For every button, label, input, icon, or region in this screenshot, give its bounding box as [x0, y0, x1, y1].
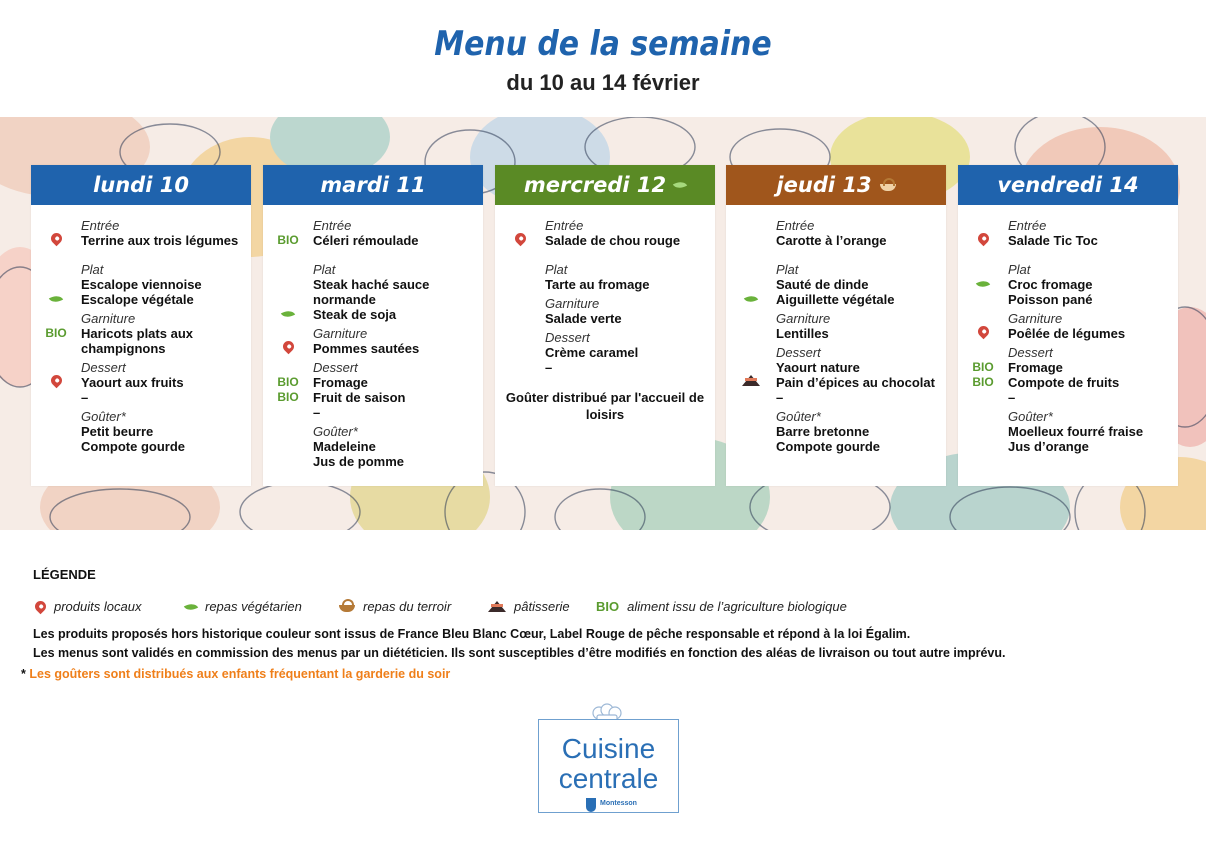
- footnote-text: Les goûters sont distribués aux enfants fréquentant la garderie du soir: [29, 667, 451, 681]
- dish-label: Lentilles: [776, 326, 829, 341]
- dish-label: Barre bretonne: [776, 424, 870, 439]
- dish-label: Yaourt nature: [776, 360, 860, 375]
- day-name: vendredi 14: [997, 173, 1139, 197]
- dish-label: –: [81, 390, 89, 405]
- menu-category: Entrée: [776, 218, 815, 233]
- legend-terroir: [339, 599, 451, 614]
- dish-label: Pain d’épices au chocolat: [776, 375, 935, 390]
- menu-dish: [31, 439, 251, 454]
- note-line-2: Les menus sont validés en commission des menus par un diététicien. Ils sont susceptibles d’être modifiés en fonction des aléas de livraison ou tout autre imprévu.: [33, 646, 1006, 660]
- cake-icon: [734, 375, 768, 390]
- menu-section: [263, 360, 483, 420]
- menu-dish: [263, 307, 483, 322]
- day-card: [958, 165, 1178, 486]
- dish-label: Tarte au fromage: [545, 277, 650, 292]
- day-body: [726, 205, 946, 454]
- menu-category: Garniture: [545, 296, 600, 311]
- dish-label: Croc fromage: [1008, 277, 1093, 292]
- menu-category: Plat: [313, 262, 336, 277]
- menu-category: Plat: [81, 262, 104, 277]
- menu-category: Garniture: [313, 326, 368, 341]
- menu-dish: [263, 375, 483, 390]
- page-title: Menu de la semaine: [434, 24, 772, 64]
- menu-section: [958, 218, 1178, 248]
- day-header: [726, 165, 946, 205]
- dish-label: Escalope viennoise: [81, 277, 202, 292]
- menu-category: Garniture: [1008, 311, 1063, 326]
- leaf-icon: [184, 600, 198, 613]
- bio-tag: BIO: [45, 326, 67, 340]
- menu-category: Entrée: [81, 218, 120, 233]
- menu-section: [31, 218, 251, 248]
- menu-section: [31, 409, 251, 454]
- dish-label: Poisson pané: [1008, 292, 1093, 307]
- menu-dish: [958, 326, 1178, 341]
- dish-label: Salade verte: [545, 311, 622, 326]
- menu-section: [263, 262, 483, 322]
- pin-icon: [966, 233, 1000, 248]
- dish-label: Sauté de dinde: [776, 277, 869, 292]
- menu-section: [31, 311, 251, 356]
- menu-section: [495, 296, 715, 326]
- menu-dish: [495, 311, 715, 326]
- menu-dish: [263, 233, 483, 248]
- menu-category: Dessert: [776, 345, 821, 360]
- dish-label: Fromage: [313, 375, 368, 390]
- bio-tag: BIO: [277, 375, 299, 389]
- menu-category: Dessert: [313, 360, 358, 375]
- pin-icon: [271, 341, 305, 356]
- day-header: [495, 165, 715, 205]
- menu-dish: [726, 326, 946, 341]
- menu-category: Dessert: [545, 330, 590, 345]
- day-card: [31, 165, 251, 486]
- bio-tag: BIO: [277, 233, 299, 247]
- dish-label: –: [313, 405, 321, 420]
- menu-section: [958, 345, 1178, 405]
- menu-category: Goûter*: [313, 424, 358, 439]
- day-header: [263, 165, 483, 205]
- dish-label: Moelleux fourré fraise: [1008, 424, 1144, 439]
- day-body: [31, 205, 251, 454]
- legend-bio: [596, 599, 847, 614]
- menu-dish: [31, 375, 251, 390]
- menu-dish: [726, 424, 946, 439]
- pin-icon: [33, 599, 49, 615]
- menu-section: [958, 409, 1178, 454]
- menu-dish: [495, 233, 715, 248]
- menu-dish: [958, 439, 1178, 454]
- menu-section: [726, 262, 946, 307]
- menu-section: [726, 345, 946, 405]
- dish-label: Poêlée de légumes: [1008, 326, 1126, 341]
- menu-section: [31, 360, 251, 405]
- basket-icon: [880, 184, 896, 191]
- menu-section: [495, 330, 715, 375]
- menu-category: Entrée: [545, 218, 584, 233]
- footnote: [21, 667, 450, 681]
- dish-label: Compote de fruits: [1008, 375, 1120, 390]
- bio-tag: BIO: [972, 360, 994, 374]
- menu-category: Plat: [1008, 262, 1031, 277]
- menu-dish: [31, 424, 251, 439]
- menu-section: [263, 424, 483, 469]
- dish-label: Steak haché sauce normande: [313, 277, 430, 307]
- menu-dish: [495, 277, 715, 292]
- dish-label: Crème caramel: [545, 345, 639, 360]
- dish-label: Fruit de saison: [313, 390, 406, 405]
- legend-bio-label: aliment issu de l’agriculture biologique: [627, 599, 847, 614]
- menu-dish: [958, 390, 1178, 405]
- menu-dish: [958, 292, 1178, 307]
- menu-dish: [958, 360, 1178, 375]
- day-header: [31, 165, 251, 205]
- menu-category: Dessert: [1008, 345, 1053, 360]
- menu-dish: [726, 292, 946, 307]
- menu-dish: [958, 233, 1178, 248]
- menu-dish: [263, 454, 483, 469]
- day-name: jeudi 13: [776, 173, 872, 197]
- dish-label: Yaourt aux fruits: [81, 375, 184, 390]
- menu-dish: [495, 360, 715, 375]
- dish-label: Compote gourde: [776, 439, 880, 454]
- menu-section: [726, 218, 946, 248]
- menu-section: [495, 262, 715, 292]
- day-card: [726, 165, 946, 486]
- crest-icon: [586, 798, 596, 812]
- menu-dish: [263, 390, 483, 405]
- menu-section: [263, 218, 483, 248]
- dish-label: Pommes sautées: [313, 341, 420, 356]
- logo-line-1: Cuisine: [561, 733, 656, 764]
- dish-label: Jus de pomme: [313, 454, 405, 469]
- footnote-star: *: [21, 667, 26, 681]
- menu-dish: [958, 424, 1178, 439]
- leaf-icon: [39, 292, 73, 307]
- bio-tag: BIO: [596, 599, 620, 614]
- cuisine-centrale-logo: [538, 719, 679, 813]
- cake-icon: [488, 601, 506, 612]
- legend-vegetarian: [185, 599, 302, 614]
- dish-label: Aiguillette végétale: [776, 292, 895, 307]
- day-card: [495, 165, 715, 486]
- dish-label: –: [545, 360, 553, 375]
- dish-label: Haricots plats aux champignons: [81, 326, 193, 356]
- menu-category: Goûter*: [776, 409, 821, 424]
- day-body: [958, 205, 1178, 454]
- bio-tag: BIO: [972, 375, 994, 389]
- menu-section: [495, 218, 715, 248]
- dish-label: Céleri rémoulade: [313, 233, 419, 248]
- menu-dish: [958, 277, 1178, 292]
- leaf-icon: [966, 277, 1000, 292]
- menu-dish: [263, 277, 483, 307]
- legend-title: LÉGENDE: [33, 567, 96, 582]
- menu-category: Plat: [545, 262, 568, 277]
- leaf-icon: [271, 307, 305, 322]
- dish-label: Fromage: [1008, 360, 1063, 375]
- day-name: lundi 10: [93, 173, 189, 197]
- menu-section: [958, 262, 1178, 307]
- menu-dish: [31, 390, 251, 405]
- leaf-icon: [734, 292, 768, 307]
- menu-dish: [726, 439, 946, 454]
- menu-dish: [726, 360, 946, 375]
- pin-icon: [39, 375, 73, 390]
- note-line-1: Les produits proposés hors historique couleur sont issus de France Bleu Blanc Cœur, Label Rouge de pêche responsable et répond à la loi Égalim.: [33, 627, 911, 641]
- dish-label: Steak de soja: [313, 307, 397, 322]
- dish-label: –: [1008, 390, 1016, 405]
- pin-icon: [39, 233, 73, 248]
- basket-icon: [339, 605, 355, 612]
- legend-pastry-label: pâtisserie: [514, 599, 570, 614]
- gouter-note: Goûter distribué par l'accueil de loisirs: [505, 390, 705, 422]
- menu-dish: [726, 375, 946, 390]
- dish-label: –: [776, 390, 784, 405]
- dish-label: Compote gourde: [81, 439, 185, 454]
- menu-category: Plat: [776, 262, 799, 277]
- leaf-icon: [673, 179, 687, 192]
- menu-category: Goûter*: [81, 409, 126, 424]
- legend-pastry: [488, 599, 570, 614]
- legend-vegetarian-label: repas végétarien: [205, 599, 302, 614]
- bio-tag: BIO: [277, 390, 299, 404]
- pin-icon: [966, 326, 1000, 341]
- dish-label: Petit beurre: [81, 424, 154, 439]
- menu-category: Dessert: [81, 360, 126, 375]
- menu-dish: [958, 375, 1178, 390]
- menu-category: Entrée: [1008, 218, 1047, 233]
- day-card: [263, 165, 483, 486]
- day-body: [263, 205, 483, 469]
- menu-dish: [31, 326, 251, 356]
- menu-dish: [31, 233, 251, 248]
- day-name: mardi 11: [320, 173, 426, 197]
- dish-label: Carotte à l’orange: [776, 233, 887, 248]
- menu-category: Goûter*: [1008, 409, 1053, 424]
- day-header: [958, 165, 1178, 205]
- pin-icon: [503, 233, 537, 248]
- menu-dish: [495, 345, 715, 360]
- dish-label: Escalope végétale: [81, 292, 194, 307]
- day-name: mercredi 12: [523, 173, 667, 197]
- logo-line-2: centrale: [558, 763, 659, 794]
- menu-dish: [263, 439, 483, 454]
- menu-dish: [31, 277, 251, 292]
- menu-section: [726, 311, 946, 341]
- legend-terroir-label: repas du terroir: [363, 599, 452, 614]
- menu-dish: [726, 233, 946, 248]
- menu-dish: [263, 341, 483, 356]
- menu-section: [31, 262, 251, 307]
- menu-dish: [726, 390, 946, 405]
- legend-local: [35, 599, 141, 614]
- menu-dish: [726, 277, 946, 292]
- page-subtitle: du 10 au 14 février: [506, 70, 700, 95]
- menu-category: Garniture: [776, 311, 831, 326]
- dish-label: Salade Tic Toc: [1008, 233, 1098, 248]
- day-body: [495, 205, 715, 423]
- dish-label: Salade de chou rouge: [545, 233, 681, 248]
- menu-dish: [263, 405, 483, 420]
- dish-label: Terrine aux trois légumes: [81, 233, 239, 248]
- menu-dish: [31, 292, 251, 307]
- dish-label: Madeleine: [313, 439, 376, 454]
- legend-local-label: produits locaux: [54, 599, 142, 614]
- menu-section: [263, 326, 483, 356]
- dish-label: Jus d’orange: [1008, 439, 1089, 454]
- crest-text: Montesson: [600, 800, 637, 807]
- menu-section: [726, 409, 946, 454]
- menu-category: Entrée: [313, 218, 352, 233]
- menu-section: [958, 311, 1178, 341]
- menu-category: Garniture: [81, 311, 136, 326]
